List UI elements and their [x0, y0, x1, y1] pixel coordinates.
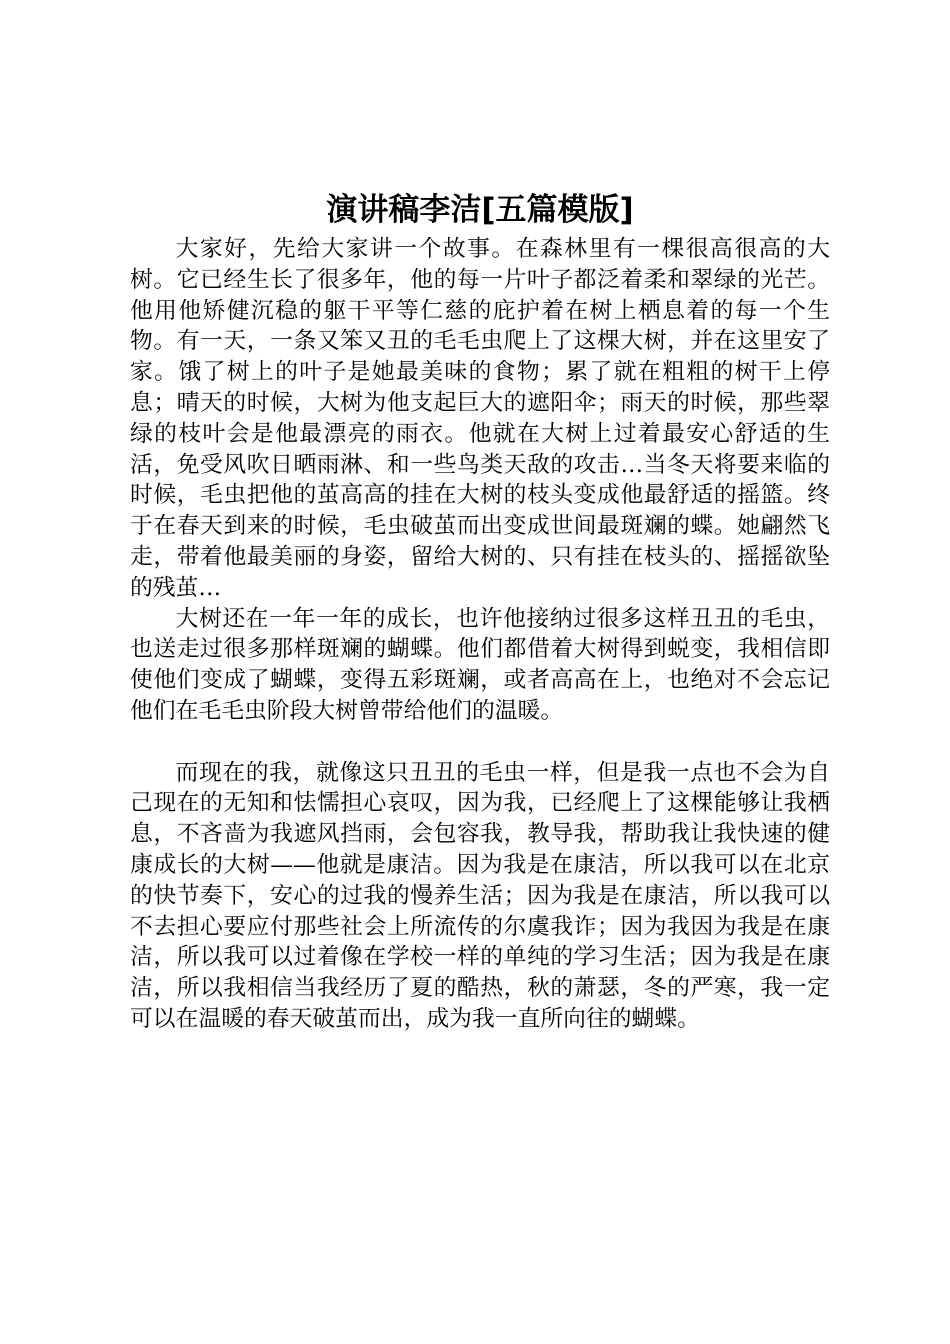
paragraph-2: 大树还在一年一年的成长，也许他接纳过很多这样丑丑的毛虫，也送走过很多那样斑斓的蝴蝶。他们都借着大树得到蜕变，我相信即使他们变成了蝴蝶，变得五彩斑斓，或者高高在上，也绝对不会忘记他们在毛毛虫阶段大树曾带给他们的温暖。: [130, 605, 830, 724]
page-title: 演讲稿李洁[五篇模版]: [326, 192, 634, 228]
document-page: [130, 188, 830, 1035]
paragraph-3: 而现在的我，就像这只丑丑的毛虫一样，但是我一点也不会为自己现在的无知和怯懦担心哀叹，因为我，已经爬上了这棵能够让我栖息，不吝啬为我遮风挡雨，会包容我，教导我，帮助我让我快速的健康成长的大树——他就是康洁。因为我是在康洁，所以我可以在北京的快节奏下，安心的过我的慢养生活；因为我是在康洁，所以我可以不去担心要应付那些社会上所流传的尔虞我诈；因为我因为我是在康洁，所以我可以过着像在学校一样的单纯的学习生活；因为我是在康洁，所以我相信当我经历了夏的酷热，秋的萧瑟，冬的严寒，我一定可以在温暖的春天破茧而出，成为我一直所向往的蝴蝶。: [130, 759, 830, 1032]
paragraph-1: 大家好，先给大家讲一个故事。在森林里有一棵很高很高的大树。它已经生长了很多年，他的每一片叶子都泛着柔和翠绿的光芒。他用他矫健沉稳的躯干平等仁慈的庇护着在树上栖息着的每一个生物。有一天，一条又笨又丑的毛毛虫爬上了这棵大树，并在这里安了家。饿了树上的叶子是她最美味的食物；累了就在粗粗的树干上停息；晴天的时候，大树为他支起巨大的遮阳伞；雨天的时候，那些翠绿的枝叶会是他最漂亮的雨衣。他就在大树上过着最安心舒适的生活，免受风吹日晒雨淋、和一些鸟类天敌的攻击…当冬天将要来临的时候，毛虫把他的茧高高的挂在大树的枝头变成他最舒适的摇篮。终于在春天到来的时候，毛虫破茧而出变成世间最斑斓的蝶。她翩然飞走，带着他最美丽的身姿，留给大树的、只有挂在枝头的、摇摇欲坠的残茧…: [130, 236, 830, 601]
paragraph-spacer: [130, 727, 830, 758]
